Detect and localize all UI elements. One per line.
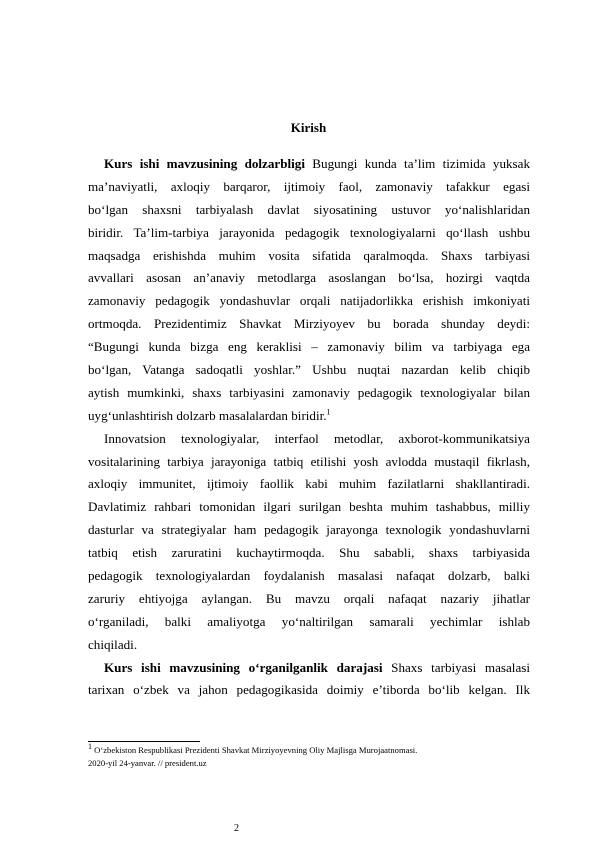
text-line: bo‘lgan shaxsni tarbiyalash davlat siyosatining ustuvor yo‘nalishlaridan	[88, 201, 530, 217]
section-heading-study-level: Kurs ishi mavzusining o‘rganilganlik darajasi	[104, 659, 383, 675]
text-line: vositalarining tarbiya jarayoniga tatbiq etilishi yosh avlodda mustaqil fikrlash,	[88, 453, 530, 469]
main-text	[88, 157, 530, 706]
footnote-line: $^1$ O‘zbekiston Respublikasi Prezidenti Shavkat Mirziyoyevning Oliy Majlisga Murojaatnomasi.	[88, 742, 418, 755]
text-line: chiqiladi.	[88, 636, 138, 652]
footnote-marker: 1	[88, 742, 92, 752]
text-line: aytish mumkinki, shaxs tarbiyasini zamonaviy pedagogik texnologiyalar bilan	[88, 384, 530, 400]
text-line: pedagogik texnologiyalardan foydalanish masalasi nafaqat dolzarb, balki	[88, 568, 530, 584]
text-line: Davlatimiz rahbari tomonidan ilgari surilgan beshta muhim tashabbus, milliy	[88, 499, 530, 515]
text-line: uyg‘unlashtirish dolzarb masalalardan biridir.$^1$	[88, 407, 331, 423]
footnote-reference[interactable]: 1	[326, 407, 331, 417]
text-line: ma’naviyatli, axloqiy barqaror, ijtimoiy faol, zamonaviy tafakkur egasi	[88, 178, 530, 194]
footnote-separator	[88, 741, 200, 742]
text-line: tatbiq etish zaruratini kuchaytirmoqda. Shu sababli, shaxs tarbiyasida	[88, 545, 530, 561]
text-line: avvallari asosan an’anaviy metodlarga asoslangan bo‘lsa, hozirgi vaqtda	[88, 270, 530, 286]
footnote	[88, 744, 548, 769]
text-line: biridir. Ta’lim-tarbiya jarayonida pedagogik texnologiyalarni qo‘llash ushbu	[88, 224, 530, 240]
text-line: Kurs ishi mavzusining o‘rganilganlik darajasi Shaxs tarbiyasi masalasi	[104, 659, 530, 675]
page-title: Kirish	[290, 120, 327, 135]
text-line: “Bugungi kunda bizga eng keraklisi – zamonaviy bilim va tarbiyaga ega	[88, 339, 530, 355]
text-line: tarixan o‘zbek va jahon pedagogikasida doimiy e’tiborda bo‘lib kelgan. Ilk	[88, 682, 530, 698]
text-line: ortmoqda. Prezidentimiz Shavkat Mirziyoyev bu borada shunday deydi:	[88, 316, 530, 332]
text-line: maqsadga erishishda muhim vosita sifatida qaralmoqda. Shaxs tarbiyasi	[88, 247, 530, 263]
text-line: axloqiy immunitet, ijtimoiy faollik kabi muhim fazilatlarni shakllantiradi.	[88, 476, 530, 492]
text-line: dasturlar va strategiyalar ham pedagogik jarayonga texnologik yondashuvlarni	[88, 522, 530, 538]
page-number: 2	[234, 823, 239, 834]
text-line: bo‘lgan, Vatanga sadoqatli yoshlar.” Ushbu nuqtai nazardan kelib chiqib	[88, 362, 530, 378]
text-line: zamonaviy pedagogik yondashuvlar orqali natijadorlikka erishish imkoniyati	[88, 293, 530, 309]
text-line: Innovatsion texnologiyalar, interfaol metodlar, axborot-kommunikatsiya	[104, 430, 530, 446]
text-line: zaruriy ehtiyojga aylangan. Bu mavzu orqali nafaqat nazariy jihatlar	[88, 590, 530, 606]
text-line: o‘rganiladi, balki amaliyotga yo‘naltirilgan samarali yechimlar ishlab	[88, 613, 530, 629]
text-line: Kurs ishi mavzusining dolzarbligi Bugungi kunda ta’lim tizimida yuksak	[104, 156, 530, 171]
footnote-line: 2020-yil 24-yanvar. // president.uz	[88, 757, 207, 768]
section-heading-relevance: Kurs ishi mavzusining dolzarbligi	[104, 156, 305, 171]
